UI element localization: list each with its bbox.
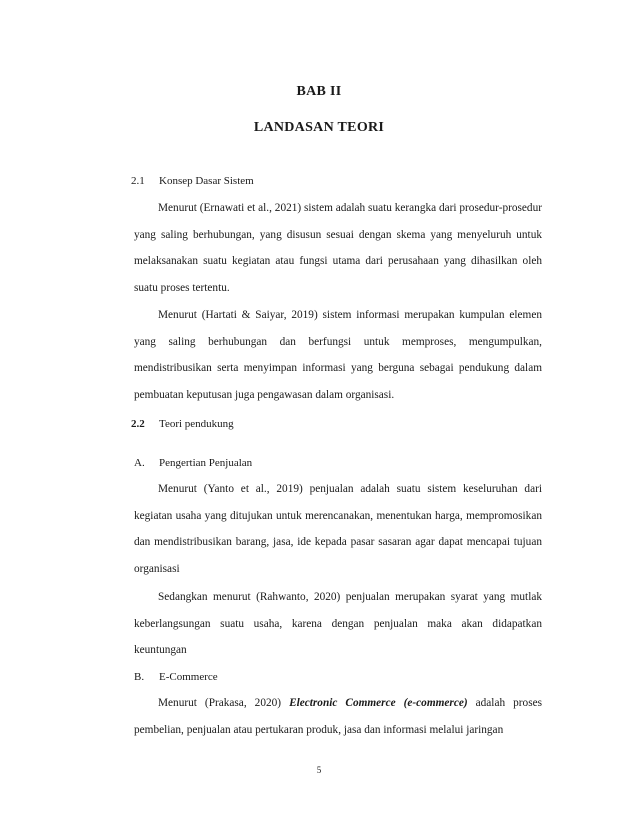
- paragraph: Sedangkan menurut (Rahwanto, 2020) penjualan merupakan syarat yang mutlak keberlangsungan suatu usaha, karena dengan penjualan maka akan didapatkan keuntungan: [134, 591, 542, 657]
- paragraph: Menurut (Hartati & Saiyar, 2019) sistem informasi merupakan kumpulan elemen yang saling berhubungan dan berfungsi untuk memproses, mengumpulkan, mendistribusikan serta menyimpan informasi yang berguna sebagai pendukung dalam pembuatan keputusan juga pengawasan dalam organisasi.: [134, 309, 542, 401]
- section-number: 2.1: [131, 175, 145, 187]
- chapter-label: BAB II: [296, 84, 342, 99]
- paragraph: [134, 690, 542, 743]
- paragraph-text: Menurut (Prakasa, 2020): [158, 697, 290, 709]
- subsection-title: E-Commerce: [159, 671, 218, 683]
- subsection-letter: A.: [134, 457, 145, 469]
- emphasis-term: Electronic Commerce (e-commerce): [289, 697, 468, 709]
- paragraph: Menurut (Yanto et al., 2019) penjualan adalah suatu sistem keseluruhan dari kegiatan usaha yang ditujukan untuk merencanakan, menentukan harga, mempromosikan dan mendistribusikan barang, jasa, ide kepada pasar sasaran agar dapat mencapai tujuan organisasi: [134, 483, 542, 575]
- section-title: Teori pendukung: [159, 418, 234, 430]
- section-title: Konsep Dasar Sistem: [159, 175, 254, 187]
- page-number: 5: [316, 765, 322, 775]
- subsection-title: Pengertian Penjualan: [159, 457, 253, 469]
- paragraph: Menurut (Ernawati et al., 2021) sistem adalah suatu kerangka dari prosedur-prosedur yang saling berhubungan, yang disusun sesuai dengan skema yang menyeluruh untuk melaksanakan suatu kegiatan atau fungsi utama dari perusahaan yang dihasilkan oleh suatu proses tertentu.: [134, 202, 542, 294]
- paragraph-text: adalah proses pembelian, penjualan atau pertukaran produk, jasa dan informasi melalui jaringan: [134, 697, 543, 736]
- chapter-title: LANDASAN TEORI: [253, 120, 385, 135]
- subsection-letter: B.: [134, 671, 145, 683]
- section-number: 2.2: [131, 418, 145, 430]
